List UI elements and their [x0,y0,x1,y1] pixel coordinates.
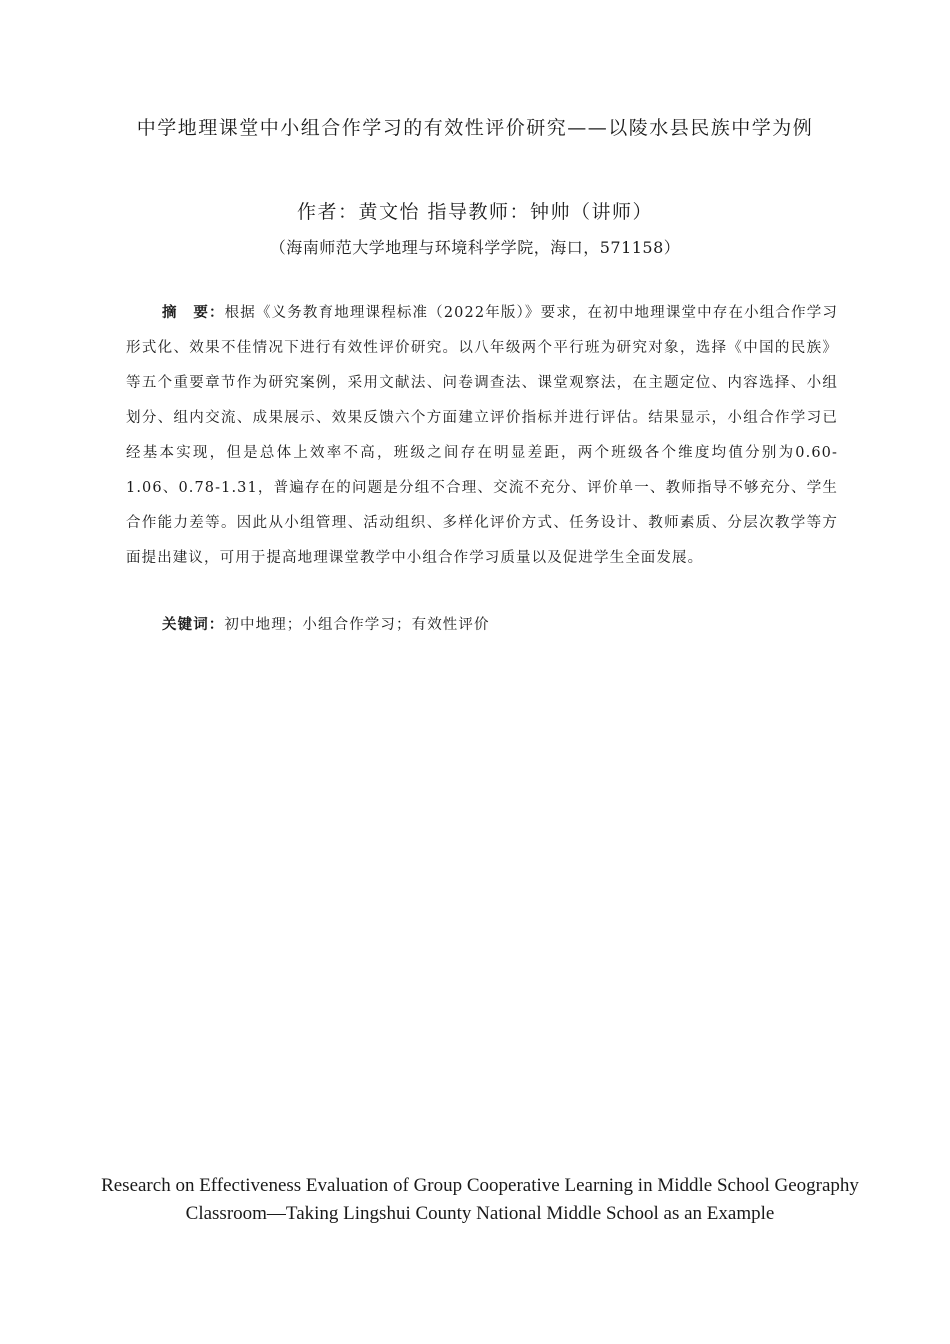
chinese-title: 中学地理课堂中小组合作学习的有效性评价研究——以陵水县民族中学为例 [136,117,814,139]
advisor-name: 钟帅（讲师） [530,201,654,223]
keywords-label: 关键词： [162,616,225,633]
keywords-paragraph [126,607,838,643]
author-line [110,198,840,226]
keywords-text: 初中地理；小组合作学习；有效性评价 [224,617,490,633]
abstract-label: 摘 要： [162,304,225,321]
english-title: Research on Effectiveness Evaluation of Group Cooperative Learning in Middle School Geography Classroom—Taking Lingshui County National Middle School as an Example [101,1175,859,1224]
advisor-label: 指导教师： [427,201,531,223]
author-name: 黄文怡 [358,201,420,223]
abstract-text: 根据《义务教育地理课程标准（2022年版）》要求，在初中地理课堂中存在小组合作学习形式化、效果不佳情况下进行有效性评价研究。以八年级两个平行班为研究对象，选择《中国的民族》等五个重要章节作为研究案例，采用文献法、问卷调查法、课堂观察法，在主题定位、内容选择、小组划分、组内交流、成果展示、效果反馈六个方面建立评价指标并进行评估。结果显示，小组合作学习已经基本实现，但是总体上效率不高，班级之间存在明显差距，两个班级各个维度均值分别为0.60-1.06、0.78-1.31，普遍存在的问题是分组不合理、交流不充分、评价单一、教师指导不够充分、学生合作能力差等。因此从小组管理、活动组织、多样化评价方式、任务设计、教师素质、分层次教学等方面提出建议，可用于提高地理课堂教学中小组合作学习质量以及促进学生全面发展。 [126,305,839,566]
author-label: 作者： [296,201,359,223]
affiliation: （海南师范大学地理与环境科学学院，海口，571158） [269,238,681,257]
abstract-paragraph [126,295,838,576]
